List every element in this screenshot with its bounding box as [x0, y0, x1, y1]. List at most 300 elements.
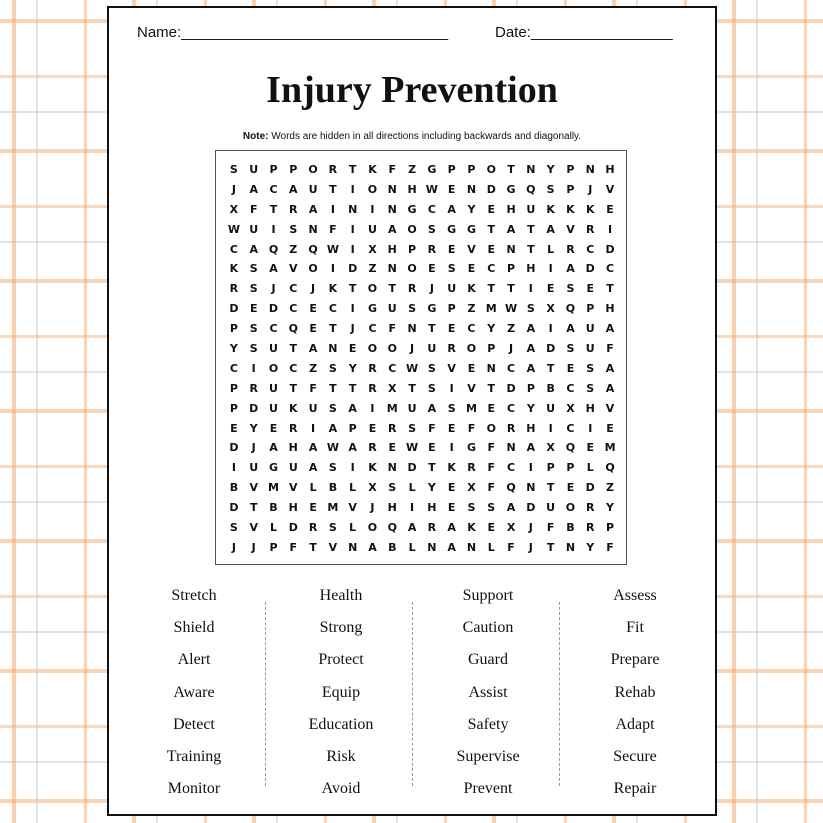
grid-letter[interactable]: A	[566, 262, 575, 276]
grid-letter[interactable]: Q	[506, 481, 516, 495]
grid-letter[interactable]: A	[605, 381, 615, 395]
grid-letter[interactable]: I	[330, 202, 335, 216]
grid-letter[interactable]: D	[585, 262, 595, 276]
grid-letter[interactable]: L	[586, 461, 594, 475]
grid-letter[interactable]: E	[368, 421, 377, 435]
grid-letter[interactable]: T	[507, 163, 515, 176]
grid-letter[interactable]: A	[289, 182, 298, 196]
grid-letter[interactable]: G	[268, 461, 278, 475]
grid-letter[interactable]: T	[428, 322, 436, 336]
grid-letter[interactable]: I	[370, 202, 375, 216]
grid-letter[interactable]: C	[289, 282, 298, 296]
grid-letter[interactable]: U	[269, 401, 278, 415]
grid-letter[interactable]: B	[566, 521, 575, 535]
grid-letter[interactable]: I	[548, 421, 553, 435]
grid-letter[interactable]: J	[588, 182, 593, 196]
grid-letter[interactable]: P	[289, 163, 298, 176]
grid-letter[interactable]: N	[328, 342, 338, 356]
grid-letter[interactable]: O	[268, 361, 279, 375]
grid-letter[interactable]: V	[328, 540, 338, 554]
grid-letter[interactable]: U	[407, 401, 417, 415]
grid-letter[interactable]: H	[427, 501, 437, 515]
grid-letter[interactable]: U	[546, 501, 556, 515]
grid-letter[interactable]: H	[605, 302, 615, 316]
grid-letter[interactable]: M	[327, 501, 339, 515]
grid-letter[interactable]: I	[528, 282, 533, 296]
grid-letter[interactable]: G	[427, 302, 437, 316]
grid-letter[interactable]: A	[526, 322, 536, 336]
grid-letter[interactable]: J	[251, 540, 256, 554]
grid-letter[interactable]: S	[427, 381, 436, 395]
grid-letter[interactable]: X	[368, 242, 377, 256]
grid-letter[interactable]: K	[229, 262, 239, 276]
grid-letter[interactable]: F	[388, 322, 397, 336]
grid-letter[interactable]: I	[528, 461, 533, 475]
grid-letter[interactable]: A	[427, 401, 437, 415]
grid-letter[interactable]: P	[546, 461, 555, 475]
grid-letter[interactable]: J	[410, 342, 415, 356]
grid-letter[interactable]: A	[407, 521, 417, 535]
grid-letter[interactable]: V	[447, 361, 456, 375]
grid-letter[interactable]: D	[229, 501, 239, 515]
grid-letter[interactable]: P	[229, 322, 238, 336]
grid-letter[interactable]: X	[388, 381, 397, 395]
grid-letter[interactable]: R	[368, 441, 377, 455]
grid-letter[interactable]: V	[605, 401, 615, 415]
grid-letter[interactable]: U	[526, 202, 536, 216]
grid-letter[interactable]: T	[527, 222, 535, 236]
grid-letter[interactable]: Q	[526, 182, 536, 196]
grid-letter[interactable]: R	[586, 501, 595, 515]
grid-letter[interactable]: J	[350, 322, 355, 336]
grid-letter[interactable]: C	[507, 461, 516, 475]
grid-letter[interactable]: D	[506, 381, 516, 395]
grid-letter[interactable]: Z	[606, 481, 615, 495]
grid-letter[interactable]: I	[350, 302, 355, 316]
grid-letter[interactable]: A	[269, 262, 278, 276]
grid-letter[interactable]: I	[350, 461, 355, 475]
grid-letter[interactable]: H	[506, 202, 516, 216]
grid-letter[interactable]: Z	[368, 262, 377, 276]
grid-letter[interactable]: A	[308, 202, 318, 216]
grid-letter[interactable]: I	[548, 322, 553, 336]
grid-letter[interactable]: J	[271, 282, 276, 296]
grid-letter[interactable]: L	[269, 521, 277, 535]
grid-letter[interactable]: G	[506, 182, 516, 196]
grid-letter[interactable]: R	[388, 421, 397, 435]
grid-letter[interactable]: B	[328, 481, 338, 495]
grid-letter[interactable]: Q	[387, 521, 397, 535]
grid-letter[interactable]: F	[507, 540, 515, 554]
grid-letter[interactable]: Y	[249, 421, 258, 435]
grid-letter[interactable]: A	[506, 501, 516, 515]
grid-letter[interactable]: E	[467, 361, 476, 375]
grid-letter[interactable]: N	[387, 182, 397, 196]
grid-letter[interactable]: R	[229, 282, 239, 296]
grid-letter[interactable]: C	[388, 361, 397, 375]
grid-letter[interactable]: J	[528, 540, 533, 554]
grid-letter[interactable]: H	[288, 501, 298, 515]
grid-letter[interactable]: E	[447, 242, 456, 256]
grid-letter[interactable]: U	[308, 401, 318, 415]
grid-letter[interactable]: E	[487, 242, 496, 256]
grid-letter[interactable]: A	[447, 540, 456, 554]
grid-letter[interactable]: J	[251, 441, 256, 455]
grid-letter[interactable]: I	[607, 222, 613, 236]
grid-letter[interactable]: S	[408, 421, 417, 435]
grid-letter[interactable]: P	[229, 381, 238, 395]
grid-letter[interactable]: S	[586, 381, 595, 395]
grid-letter[interactable]: V	[605, 182, 615, 196]
grid-letter[interactable]: C	[229, 361, 238, 375]
grid-letter[interactable]: U	[249, 222, 259, 236]
grid-letter[interactable]: S	[487, 501, 496, 515]
grid-letter[interactable]: X	[368, 481, 377, 495]
grid-letter[interactable]: L	[349, 481, 357, 495]
grid-letter[interactable]: U	[585, 322, 595, 336]
grid-letter[interactable]: U	[249, 163, 259, 176]
grid-letter[interactable]: F	[329, 222, 337, 236]
grid-letter[interactable]: R	[407, 282, 417, 296]
grid-letter[interactable]: E	[309, 302, 317, 316]
grid-letter[interactable]: E	[586, 282, 594, 296]
grid-letter[interactable]: C	[269, 322, 278, 336]
grid-letter[interactable]: R	[368, 361, 377, 375]
grid-letter[interactable]: S	[328, 401, 337, 415]
grid-letter[interactable]: E	[447, 421, 456, 435]
grid-letter[interactable]: W	[326, 441, 339, 455]
grid-letter[interactable]: C	[269, 182, 278, 196]
grid-letter[interactable]: X	[229, 202, 239, 216]
grid-letter[interactable]: E	[606, 421, 614, 435]
grid-letter[interactable]: Y	[606, 501, 615, 515]
grid-letter[interactable]: O	[466, 342, 477, 356]
grid-letter[interactable]: E	[467, 262, 476, 276]
grid-letter[interactable]: N	[387, 262, 397, 276]
grid-letter[interactable]: I	[548, 262, 553, 276]
grid-letter[interactable]: C	[229, 242, 238, 256]
grid-letter[interactable]: T	[329, 322, 337, 336]
grid-letter[interactable]: E	[249, 302, 258, 316]
grid-letter[interactable]: S	[249, 262, 258, 276]
grid-letter[interactable]: J	[429, 282, 434, 296]
grid-letter[interactable]: S	[566, 282, 575, 296]
grid-letter[interactable]: T	[309, 540, 317, 554]
grid-letter[interactable]: S	[427, 222, 436, 236]
grid-letter[interactable]: D	[268, 302, 279, 316]
grid-letter[interactable]: N	[308, 222, 318, 236]
grid-letter[interactable]: E	[309, 501, 317, 515]
grid-letter[interactable]: L	[487, 540, 495, 554]
grid-letter[interactable]: F	[428, 421, 436, 435]
grid-letter[interactable]: F	[546, 521, 555, 535]
grid-letter[interactable]: R	[249, 381, 258, 395]
grid-letter[interactable]: V	[467, 381, 476, 395]
grid-letter[interactable]: S	[526, 302, 535, 316]
grid-letter[interactable]: P	[348, 421, 357, 435]
grid-letter[interactable]: T	[428, 461, 436, 475]
grid-letter[interactable]: P	[507, 262, 516, 276]
grid-letter[interactable]: J	[528, 521, 533, 535]
grid-letter[interactable]: Y	[487, 322, 496, 336]
grid-letter[interactable]: A	[308, 342, 318, 356]
grid-letter[interactable]: M	[465, 401, 477, 415]
grid-letter[interactable]: R	[427, 242, 437, 256]
grid-letter[interactable]: E	[487, 202, 496, 216]
grid-letter[interactable]: S	[229, 163, 238, 176]
grid-letter[interactable]: E	[447, 481, 456, 495]
grid-letter[interactable]: H	[526, 421, 536, 435]
grid-letter[interactable]: C	[507, 401, 516, 415]
grid-letter[interactable]: S	[546, 182, 555, 196]
grid-letter[interactable]: N	[407, 322, 417, 336]
grid-letter[interactable]: E	[388, 441, 397, 455]
grid-letter[interactable]: G	[407, 202, 417, 216]
grid-letter[interactable]: N	[427, 540, 437, 554]
grid-letter[interactable]: L	[408, 481, 416, 495]
grid-letter[interactable]: C	[427, 202, 436, 216]
grid-letter[interactable]: J	[370, 501, 375, 515]
grid-letter[interactable]: R	[289, 202, 298, 216]
grid-letter[interactable]: P	[606, 521, 615, 535]
grid-letter[interactable]: P	[566, 182, 575, 196]
grid-letter[interactable]: K	[368, 461, 377, 475]
grid-letter[interactable]: A	[308, 461, 318, 475]
grid-letter[interactable]: D	[348, 262, 358, 276]
grid-letter[interactable]: Q	[308, 242, 318, 256]
grid-letter[interactable]: P	[269, 163, 278, 176]
grid-letter[interactable]: T	[388, 282, 397, 296]
grid-letter[interactable]: X	[566, 401, 575, 415]
grid-letter[interactable]: E	[447, 322, 456, 336]
grid-letter[interactable]: F	[487, 481, 496, 495]
grid-letter[interactable]: O	[308, 262, 318, 276]
grid-letter[interactable]: U	[269, 381, 278, 395]
grid-letter[interactable]: S	[328, 361, 337, 375]
grid-letter[interactable]: E	[428, 441, 436, 455]
grid-letter[interactable]: T	[546, 540, 555, 554]
grid-letter[interactable]: P	[487, 342, 496, 356]
grid-letter[interactable]: D	[249, 401, 259, 415]
grid-letter[interactable]: R	[328, 163, 338, 176]
grid-letter[interactable]: T	[408, 381, 416, 395]
grid-letter[interactable]: B	[229, 481, 239, 495]
grid-letter[interactable]: Q	[565, 302, 576, 316]
grid-letter[interactable]: N	[348, 202, 358, 216]
grid-letter[interactable]: S	[586, 361, 595, 375]
grid-letter[interactable]: T	[606, 282, 614, 296]
grid-letter[interactable]: V	[467, 242, 476, 256]
grid-letter[interactable]: H	[387, 242, 397, 256]
grid-letter[interactable]: C	[586, 242, 595, 256]
grid-letter[interactable]: S	[408, 302, 417, 316]
grid-letter[interactable]: X	[546, 302, 555, 316]
grid-letter[interactable]: B	[546, 381, 555, 395]
grid-letter[interactable]: A	[605, 322, 615, 336]
grid-letter[interactable]: Q	[268, 242, 279, 256]
grid-letter[interactable]: S	[328, 461, 337, 475]
grid-letter[interactable]: C	[566, 381, 575, 395]
grid-letter[interactable]: S	[427, 361, 436, 375]
grid-letter[interactable]: A	[447, 521, 456, 535]
grid-letter[interactable]: K	[566, 202, 575, 216]
grid-letter[interactable]: D	[288, 521, 298, 535]
grid-letter[interactable]: N	[486, 361, 496, 375]
grid-letter[interactable]: A	[368, 540, 377, 554]
grid-letter[interactable]: D	[526, 501, 536, 515]
grid-letter[interactable]: N	[348, 540, 358, 554]
grid-letter[interactable]: G	[427, 163, 437, 176]
grid-letter[interactable]: K	[447, 461, 456, 475]
grid-letter[interactable]: S	[249, 342, 258, 356]
grid-letter[interactable]: K	[467, 282, 476, 296]
grid-letter[interactable]: C	[328, 302, 337, 316]
grid-letter[interactable]: A	[526, 441, 536, 455]
grid-letter[interactable]: A	[348, 441, 357, 455]
grid-letter[interactable]: Y	[348, 361, 357, 375]
grid-letter[interactable]: N	[387, 202, 397, 216]
grid-letter[interactable]: A	[249, 242, 258, 256]
grid-letter[interactable]: J	[231, 540, 236, 554]
grid-letter[interactable]: A	[348, 401, 357, 415]
grid-letter[interactable]: L	[309, 481, 317, 495]
grid-letter[interactable]: H	[585, 401, 595, 415]
grid-letter[interactable]: S	[467, 501, 476, 515]
grid-letter[interactable]: M	[386, 401, 398, 415]
grid-letter[interactable]: M	[485, 302, 497, 316]
grid-letter[interactable]: O	[387, 342, 397, 356]
grid-letter[interactable]: W	[425, 182, 438, 196]
grid-letter[interactable]: A	[605, 361, 615, 375]
grid-letter[interactable]: W	[326, 242, 339, 256]
grid-letter[interactable]: E	[606, 202, 614, 216]
grid-letter[interactable]: E	[428, 262, 436, 276]
grid-letter[interactable]: A	[308, 441, 318, 455]
grid-letter[interactable]: M	[604, 441, 616, 455]
grid-letter[interactable]: T	[546, 481, 555, 495]
grid-letter[interactable]: T	[507, 282, 515, 296]
grid-letter[interactable]: S	[447, 401, 456, 415]
grid-letter[interactable]: H	[407, 182, 417, 196]
grid-letter[interactable]: T	[329, 182, 337, 196]
grid-letter[interactable]: K	[368, 163, 377, 176]
grid-letter[interactable]: U	[546, 401, 556, 415]
grid-letter[interactable]: I	[370, 401, 375, 415]
grid-letter[interactable]: V	[348, 501, 357, 515]
grid-letter[interactable]: G	[367, 302, 377, 316]
grid-letter[interactable]: C	[368, 322, 377, 336]
grid-letter[interactable]: I	[350, 242, 355, 256]
grid-letter[interactable]: Y	[427, 481, 436, 495]
grid-letter[interactable]: K	[467, 521, 476, 535]
grid-letter[interactable]: F	[388, 163, 397, 176]
grid-letter[interactable]: N	[506, 242, 516, 256]
grid-letter[interactable]: D	[229, 302, 239, 316]
grid-letter[interactable]: V	[289, 262, 298, 276]
grid-letter[interactable]: I	[271, 222, 276, 236]
grid-letter[interactable]: T	[348, 381, 357, 395]
grid-letter[interactable]: E	[487, 521, 496, 535]
grid-letter[interactable]: O	[367, 182, 378, 196]
grid-letter[interactable]: H	[605, 163, 615, 176]
grid-letter[interactable]: C	[487, 262, 496, 276]
grid-letter[interactable]: O	[407, 222, 417, 236]
grid-letter[interactable]: I	[588, 421, 593, 435]
grid-letter[interactable]: R	[427, 521, 437, 535]
grid-letter[interactable]: A	[546, 222, 555, 236]
grid-letter[interactable]: S	[229, 521, 238, 535]
grid-letter[interactable]: N	[565, 540, 576, 554]
grid-letter[interactable]: I	[449, 441, 454, 455]
grid-letter[interactable]: I	[311, 421, 316, 435]
grid-letter[interactable]: E	[566, 361, 575, 375]
grid-letter[interactable]: W	[504, 302, 518, 316]
grid-letter[interactable]: O	[486, 163, 496, 176]
grid-letter[interactable]: B	[388, 540, 397, 554]
grid-letter[interactable]: U	[447, 282, 457, 296]
grid-letter[interactable]: G	[447, 222, 457, 236]
grid-letter[interactable]: S	[249, 322, 258, 336]
grid-letter[interactable]: E	[230, 421, 238, 435]
grid-letter[interactable]: F	[289, 540, 298, 554]
grid-letter[interactable]: S	[447, 262, 456, 276]
grid-letter[interactable]: Z	[309, 361, 318, 375]
grid-letter[interactable]: T	[487, 222, 496, 236]
grid-letter[interactable]: A	[566, 322, 575, 336]
grid-letter[interactable]: C	[289, 302, 298, 316]
grid-letter[interactable]: T	[269, 202, 278, 216]
grid-letter[interactable]: L	[349, 521, 357, 535]
grid-letter[interactable]: Q	[288, 322, 298, 336]
grid-letter[interactable]: K	[546, 202, 555, 216]
grid-letter[interactable]: D	[605, 242, 615, 256]
grid-letter[interactable]: X	[467, 481, 476, 495]
grid-letter[interactable]: R	[506, 421, 516, 435]
grid-letter[interactable]: F	[487, 441, 496, 455]
grid-letter[interactable]: A	[526, 361, 536, 375]
grid-letter[interactable]: Y	[546, 163, 555, 176]
grid-letter[interactable]: T	[289, 381, 298, 395]
grid-letter[interactable]: F	[309, 381, 317, 395]
grid-letter[interactable]: X	[546, 441, 555, 455]
grid-letter[interactable]: W	[227, 222, 240, 236]
grid-letter[interactable]: Q	[565, 441, 576, 455]
grid-letter[interactable]: A	[526, 342, 536, 356]
grid-letter[interactable]: P	[447, 302, 456, 316]
grid-letter[interactable]: Y	[586, 540, 595, 554]
grid-letter[interactable]: U	[427, 342, 437, 356]
grid-letter[interactable]: T	[546, 361, 555, 375]
grid-letter[interactable]: S	[328, 521, 337, 535]
grid-letter[interactable]: P	[408, 242, 417, 256]
grid-letter[interactable]: D	[229, 441, 239, 455]
grid-letter[interactable]: R	[308, 521, 318, 535]
grid-letter[interactable]: T	[348, 282, 357, 296]
grid-letter[interactable]: U	[288, 461, 298, 475]
grid-letter[interactable]: E	[566, 481, 575, 495]
grid-letter[interactable]: U	[269, 342, 278, 356]
grid-letter[interactable]: P	[229, 401, 238, 415]
grid-letter[interactable]: V	[249, 481, 258, 495]
grid-letter[interactable]: Y	[229, 342, 238, 356]
grid-letter[interactable]: J	[311, 282, 316, 296]
grid-letter[interactable]: Y	[526, 401, 535, 415]
grid-letter[interactable]: E	[447, 501, 456, 515]
grid-letter[interactable]: N	[585, 163, 595, 176]
grid-letter[interactable]: G	[466, 441, 476, 455]
grid-letter[interactable]: F	[606, 540, 614, 554]
grid-letter[interactable]: P	[447, 163, 456, 176]
